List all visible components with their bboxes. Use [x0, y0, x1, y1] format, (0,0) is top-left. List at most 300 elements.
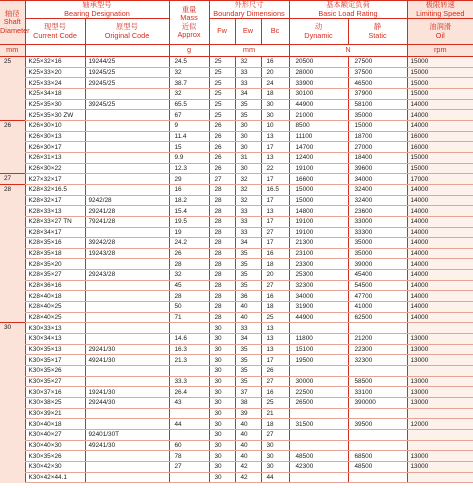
- mass-cell: 67: [169, 110, 209, 121]
- dynamic-en: Dynamic: [304, 30, 333, 40]
- table-row: [0, 387, 473, 398]
- ew-cell: 30: [235, 163, 261, 174]
- current-code-cell: K30×38×25: [25, 398, 85, 409]
- dynamic-load-cell: 21000: [289, 110, 348, 121]
- dynamic-load-cell: 16600: [289, 174, 348, 185]
- mass-header-cn: 重量: [181, 4, 197, 14]
- mass-cell: 16.3: [169, 344, 209, 355]
- dynamic-load-cell: 34000: [289, 291, 348, 302]
- dynamic-load-cell: 31900: [289, 302, 348, 313]
- fw-cell: 25: [209, 78, 235, 89]
- shaft-diameter-cell: 25: [0, 57, 25, 121]
- current-code-cell: K25×33×24: [25, 78, 85, 89]
- current-code-cell: K30×40×27: [25, 429, 85, 440]
- static-load-cell: 58100: [348, 99, 407, 110]
- original-code-cell: 19244/25: [85, 57, 169, 68]
- ew-cell: 35: [235, 270, 261, 281]
- bc-cell: 21: [261, 408, 289, 419]
- current-code-cell: K28×40×18: [25, 291, 85, 302]
- ew-cell: 33: [235, 216, 261, 227]
- table-row: [0, 366, 473, 377]
- ew-cell: 35: [235, 259, 261, 270]
- ew-cell: 30: [235, 120, 261, 131]
- ew-cell: 34: [235, 334, 261, 345]
- ew-cell: 40: [235, 429, 261, 440]
- mass-header-en2: Approx: [177, 30, 201, 39]
- original-code-cell: [85, 120, 169, 131]
- static-load-cell: [348, 472, 407, 483]
- ew-cell: 33: [235, 227, 261, 238]
- limiting-speed-cell: 14000: [407, 195, 473, 206]
- mass-cell: [169, 408, 209, 419]
- table-row: [0, 312, 473, 323]
- bc-cell: 27: [261, 227, 289, 238]
- current-code-cell: K28×32×16.5: [25, 184, 85, 195]
- static-load-cell: 54500: [348, 280, 407, 291]
- current-code-cell: K30×34×13: [25, 334, 85, 345]
- dynamic-load-cell: 26500: [289, 398, 348, 409]
- fw-cell: 30: [209, 355, 235, 366]
- table-row: [0, 419, 473, 430]
- static-cn: 静: [373, 22, 382, 31]
- fw-cell: 30: [209, 472, 235, 483]
- current-code-cell: K28×35×20: [25, 259, 85, 270]
- mass-cell: 60: [169, 440, 209, 451]
- static-load-cell: 32300: [348, 355, 407, 366]
- current-code-cell: K26×30×13: [25, 131, 85, 142]
- dynamic-header: [289, 19, 348, 45]
- original-code-cell: 49241/30: [85, 355, 169, 366]
- static-load-cell: 33100: [348, 387, 407, 398]
- oil-cn: 油润滑: [429, 22, 452, 31]
- table-row: [0, 216, 473, 227]
- table-row: [0, 259, 473, 270]
- table-row: [0, 110, 473, 121]
- bc-cell: 18: [261, 419, 289, 430]
- bc-cell: 16: [261, 248, 289, 259]
- mass-cell: 32: [169, 88, 209, 99]
- original-code-cell: [85, 131, 169, 142]
- fw-cell: 30: [209, 376, 235, 387]
- bc-cell: 16: [261, 291, 289, 302]
- bc-cell: 25: [261, 312, 289, 323]
- limiting-speed-cell: [407, 440, 473, 451]
- mass-cell: 28: [169, 291, 209, 302]
- original-code-cell: [85, 334, 169, 345]
- ew-cell: 31: [235, 152, 261, 163]
- unit-spacer-2: [85, 45, 169, 57]
- limiting-speed-cell: [407, 366, 473, 377]
- dynamic-load-cell: 11800: [289, 334, 348, 345]
- table-row: [0, 238, 473, 249]
- static-load-cell: 47700: [348, 291, 407, 302]
- fw-cell: 28: [209, 270, 235, 281]
- original-code-cell: 29241/30: [85, 344, 169, 355]
- mass-cell: 26: [169, 248, 209, 259]
- dynamic-load-cell: 44900: [289, 99, 348, 110]
- bc-cell: 27: [261, 280, 289, 291]
- original-code-cell: 79241/28: [85, 216, 169, 227]
- table-row: [0, 163, 473, 174]
- ew-cell: 35: [235, 366, 261, 377]
- shaft-header-en2: Diameter: [0, 25, 30, 35]
- mass-cell: 43: [169, 398, 209, 409]
- dynamic-load-cell: 19500: [289, 355, 348, 366]
- static-load-cell: 22300: [348, 344, 407, 355]
- original-code-cell: [85, 461, 169, 472]
- dynamic-load-cell: 15100: [289, 344, 348, 355]
- fw-cell: 28: [209, 216, 235, 227]
- static-load-cell: 34000: [348, 174, 407, 185]
- ew-cell: 32: [235, 184, 261, 195]
- fw-cell: 28: [209, 248, 235, 259]
- limiting-speed-cell: 13000: [407, 461, 473, 472]
- table-body: [0, 57, 473, 483]
- shaft-diameter-cell: 28: [0, 184, 25, 323]
- static-load-cell: [348, 440, 407, 451]
- table-row: [0, 302, 473, 313]
- limiting-speed-cell: 16000: [407, 142, 473, 153]
- bc-cell: 22: [261, 163, 289, 174]
- table-row: [0, 152, 473, 163]
- limiting-speed-cell: 14000: [407, 99, 473, 110]
- bc-cell: 17: [261, 142, 289, 153]
- current-code-cell: K30×35×26: [25, 366, 85, 377]
- limiting-speed-cell: [407, 429, 473, 440]
- table-row: [0, 451, 473, 462]
- fw-cell: 25: [209, 57, 235, 68]
- current-code-cell: K25×35×30 ZW: [25, 110, 85, 121]
- current-code-cell: K28×40×25: [25, 302, 85, 313]
- table-row: [0, 131, 473, 142]
- mass-cell: 26.4: [169, 387, 209, 398]
- fw-cell: 28: [209, 206, 235, 217]
- original-code-en: Original Code: [104, 30, 150, 40]
- dynamic-load-cell: 44900: [289, 312, 348, 323]
- limiting-speed-cell: 14000: [407, 120, 473, 131]
- shaft-header-en1: Shaft: [3, 17, 21, 27]
- original-code-cell: [85, 366, 169, 377]
- dynamic-load-cell: 22500: [289, 387, 348, 398]
- ew-cell: 40: [235, 451, 261, 462]
- fw-cell: 28: [209, 238, 235, 249]
- ew-cell: 33: [235, 206, 261, 217]
- current-code-cell: K26×30×22: [25, 163, 85, 174]
- original-code-cell: [85, 88, 169, 99]
- bc-cell: 20: [261, 270, 289, 281]
- speed-header-en: Limiting Speed: [407, 10, 473, 19]
- original-code-cell: 92401/30T: [85, 429, 169, 440]
- ew-cell: 35: [235, 344, 261, 355]
- current-code-cell: K28×34×17: [25, 227, 85, 238]
- limiting-speed-cell: 14000: [407, 110, 473, 121]
- original-code-cn: 原型号: [116, 22, 138, 31]
- current-code-cell: K28×36×16: [25, 280, 85, 291]
- dynamic-load-cell: 31500: [289, 419, 348, 430]
- ew-cell: 35: [235, 248, 261, 259]
- fw-cell: 28: [209, 280, 235, 291]
- fw-cell: 25: [209, 88, 235, 99]
- dynamic-load-cell: 11100: [289, 131, 348, 142]
- limiting-speed-cell: 15000: [407, 163, 473, 174]
- current-code-cell: K30×35×26: [25, 451, 85, 462]
- bc-cell: 13: [261, 334, 289, 345]
- table-row: [0, 270, 473, 281]
- bc-cell: 18: [261, 88, 289, 99]
- current-code-cell: K28×35×18: [25, 248, 85, 259]
- fw-cell: 25: [209, 67, 235, 78]
- table-row: [0, 472, 473, 483]
- static-load-cell: 35000: [348, 238, 407, 249]
- bc-header: Bc: [261, 19, 289, 45]
- current-code-cell: K26×31×13: [25, 152, 85, 163]
- current-code-en: Current Code: [33, 30, 77, 40]
- bc-cell: 44: [261, 472, 289, 483]
- table-row: [0, 344, 473, 355]
- current-code-cell: K28×33×13: [25, 206, 85, 217]
- original-code-cell: 19241/30: [85, 387, 169, 398]
- mass-cell: 16: [169, 184, 209, 195]
- original-code-cell: 19243/28: [85, 248, 169, 259]
- ew-cell: 30: [235, 131, 261, 142]
- ew-cell: 34: [235, 88, 261, 99]
- static-load-cell: 35000: [348, 248, 407, 259]
- ew-cell: 32: [235, 174, 261, 185]
- shaft-header: [0, 1, 30, 45]
- limiting-speed-cell: 15000: [407, 67, 473, 78]
- bc-cell: 30: [261, 451, 289, 462]
- dynamic-load-cell: [289, 366, 348, 377]
- limiting-speed-cell: 14000: [407, 184, 473, 195]
- dynamic-load-cell: 19100: [289, 216, 348, 227]
- mass-cell: 15: [169, 142, 209, 153]
- speed-header-cn: 极限转速: [425, 0, 455, 9]
- static-load-cell: 68500: [348, 451, 407, 462]
- limiting-speed-cell: 14000: [407, 238, 473, 249]
- original-code-cell: 9242/28: [85, 195, 169, 206]
- static-load-cell: 39000: [348, 259, 407, 270]
- mass-cell: 65.5: [169, 99, 209, 110]
- limiting-speed-cell: 17000: [407, 174, 473, 185]
- load-header-en: Basic Load Rating: [289, 10, 407, 19]
- designation-header-en: Bearing Designation: [25, 10, 169, 19]
- table-row: [0, 408, 473, 419]
- static-load-cell: 41000: [348, 302, 407, 313]
- original-code-cell: 19245/25: [85, 67, 169, 78]
- fw-cell: 27: [209, 174, 235, 185]
- boundary-unit: mm: [209, 45, 289, 57]
- limiting-speed-cell: 15000: [407, 152, 473, 163]
- static-load-cell: 39600: [348, 163, 407, 174]
- shaft-diameter-cell: 30: [0, 323, 25, 483]
- current-code-cn: 现型号: [44, 22, 66, 31]
- bc-cell: 30: [261, 110, 289, 121]
- static-header: [348, 19, 407, 45]
- limiting-speed-cell: 14000: [407, 248, 473, 259]
- bc-cell: 20: [261, 67, 289, 78]
- limiting-speed-cell: 15000: [407, 78, 473, 89]
- bc-cell: 17: [261, 238, 289, 249]
- fw-cell: 30: [209, 429, 235, 440]
- table-row: [0, 174, 473, 185]
- mass-cell: 9: [169, 120, 209, 131]
- ew-cell: 35: [235, 376, 261, 387]
- table-row: [0, 142, 473, 153]
- limiting-speed-cell: 16000: [407, 131, 473, 142]
- original-code-cell: [85, 174, 169, 185]
- mass-cell: 24.5: [169, 57, 209, 68]
- mass-cell: 38.7: [169, 78, 209, 89]
- fw-cell: 28: [209, 302, 235, 313]
- ew-cell: 35: [235, 355, 261, 366]
- current-code-cell: K25×32×16: [25, 57, 85, 68]
- static-load-cell: 62500: [348, 312, 407, 323]
- fw-cell: 26: [209, 163, 235, 174]
- original-code-cell: 29243/28: [85, 270, 169, 281]
- static-load-cell: 48500: [348, 461, 407, 472]
- current-code-cell: K25×33×20: [25, 67, 85, 78]
- limiting-speed-cell: 13000: [407, 376, 473, 387]
- fw-cell: 30: [209, 344, 235, 355]
- table-row: [0, 227, 473, 238]
- mass-cell: 45: [169, 280, 209, 291]
- bc-cell: 17: [261, 216, 289, 227]
- limiting-speed-cell: 14000: [407, 302, 473, 313]
- limiting-speed-cell: [407, 408, 473, 419]
- unit-spacer-1: [25, 45, 85, 57]
- bc-cell: 17: [261, 174, 289, 185]
- mass-cell: 33.3: [169, 376, 209, 387]
- current-code-cell: K30×35×27: [25, 376, 85, 387]
- original-code-cell: [85, 163, 169, 174]
- limiting-speed-cell: 14000: [407, 291, 473, 302]
- static-load-cell: 15000: [348, 120, 407, 131]
- static-load-cell: 390000: [348, 398, 407, 409]
- mass-cell: [169, 429, 209, 440]
- mass-cell: 19: [169, 227, 209, 238]
- mass-cell: [169, 323, 209, 334]
- table-row: [0, 440, 473, 451]
- limiting-speed-cell: 14000: [407, 259, 473, 270]
- static-load-cell: 32400: [348, 184, 407, 195]
- ew-cell: 34: [235, 238, 261, 249]
- current-code-cell: K30×40×30: [25, 440, 85, 451]
- ew-cell: 35: [235, 280, 261, 291]
- ew-cell: 35: [235, 110, 261, 121]
- dynamic-load-cell: 21300: [289, 238, 348, 249]
- fw-cell: 26: [209, 120, 235, 131]
- limiting-speed-cell: 15000: [407, 88, 473, 99]
- mass-cell: 50: [169, 302, 209, 313]
- limiting-speed-cell: 14000: [407, 216, 473, 227]
- dynamic-load-cell: 14700: [289, 142, 348, 153]
- ew-cell: 39: [235, 408, 261, 419]
- static-load-cell: 27000: [348, 142, 407, 153]
- fw-cell: 30: [209, 440, 235, 451]
- fw-cell: 30: [209, 408, 235, 419]
- mass-cell: 78: [169, 451, 209, 462]
- mass-cell: 21.3: [169, 355, 209, 366]
- original-code-cell: [85, 142, 169, 153]
- dynamic-load-cell: 32300: [289, 280, 348, 291]
- bc-cell: 18: [261, 302, 289, 313]
- limiting-speed-cell: 13000: [407, 398, 473, 409]
- static-load-cell: 27500: [348, 57, 407, 68]
- mass-cell: 44: [169, 419, 209, 430]
- dynamic-load-cell: 20500: [289, 57, 348, 68]
- dynamic-load-cell: [289, 440, 348, 451]
- original-code-cell: 29245/25: [85, 78, 169, 89]
- ew-cell: 42: [235, 472, 261, 483]
- original-code-cell: [85, 472, 169, 483]
- mass-cell: [169, 472, 209, 483]
- mass-header: [169, 1, 209, 45]
- bc-cell: 13: [261, 206, 289, 217]
- table-row: [0, 184, 473, 195]
- fw-cell: 30: [209, 334, 235, 345]
- bc-cell: 27: [261, 429, 289, 440]
- table-row: [0, 78, 473, 89]
- bc-cell: 30: [261, 99, 289, 110]
- mass-cell: 27: [169, 461, 209, 472]
- fw-cell: 30: [209, 461, 235, 472]
- table-row: [0, 88, 473, 99]
- bc-cell: 27: [261, 376, 289, 387]
- current-code-cell: K26×30×17: [25, 142, 85, 153]
- bc-cell: 16: [261, 387, 289, 398]
- ew-cell: 42: [235, 461, 261, 472]
- static-load-cell: 18700: [348, 131, 407, 142]
- dynamic-load-cell: 30100: [289, 88, 348, 99]
- table-row: [0, 280, 473, 291]
- original-code-cell: [85, 302, 169, 313]
- mass-cell: 9.9: [169, 152, 209, 163]
- current-code-cell: K28×33×27 TN: [25, 216, 85, 227]
- original-code-cell: [85, 323, 169, 334]
- limiting-speed-cell: 15000: [407, 57, 473, 68]
- mass-cell: [169, 366, 209, 377]
- dynamic-load-cell: 12400: [289, 152, 348, 163]
- current-code-cell: K28×35×27: [25, 270, 85, 281]
- oil-header: [407, 19, 473, 45]
- bc-cell: 13: [261, 131, 289, 142]
- current-code-cell: K28×35×16: [25, 238, 85, 249]
- table-row: [0, 429, 473, 440]
- fw-cell: 28: [209, 312, 235, 323]
- dynamic-load-cell: 48500: [289, 451, 348, 462]
- current-code-cell: K30×35×17: [25, 355, 85, 366]
- table-row: [0, 355, 473, 366]
- static-load-cell: 23600: [348, 206, 407, 217]
- original-code-cell: [85, 291, 169, 302]
- mass-cell: 15.4: [169, 206, 209, 217]
- ew-cell: 33: [235, 323, 261, 334]
- current-code-cell: K28×40×25: [25, 312, 85, 323]
- dynamic-load-cell: 25300: [289, 270, 348, 281]
- load-header-cn: 基本额定负荷: [326, 0, 370, 9]
- static-load-cell: 21200: [348, 334, 407, 345]
- original-code-cell: [85, 227, 169, 238]
- bc-cell: 24: [261, 78, 289, 89]
- fw-cell: 28: [209, 291, 235, 302]
- bc-cell: 30: [261, 461, 289, 472]
- dynamic-load-cell: 15000: [289, 195, 348, 206]
- static-load-cell: [348, 366, 407, 377]
- table-row: [0, 120, 473, 131]
- dynamic-load-cell: [289, 472, 348, 483]
- dynamic-load-cell: [289, 429, 348, 440]
- limiting-speed-cell: 14000: [407, 280, 473, 291]
